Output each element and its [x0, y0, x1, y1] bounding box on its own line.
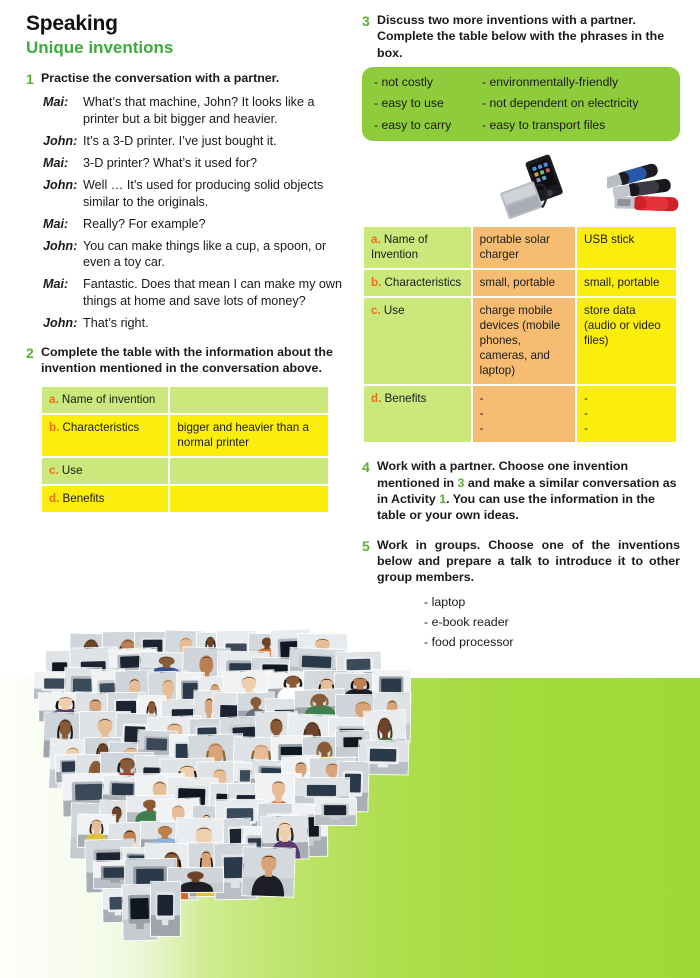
dialogue-text: Really? For example? — [83, 216, 206, 231]
dialogue-speaker: Mai: — [43, 156, 69, 171]
dialogue-text: Fantastic. Does that mean I can make my own things at home and save lots of money? — [83, 277, 342, 309]
activity-4-number: 4 — [362, 459, 370, 476]
row-key: Name of Invention — [371, 232, 428, 261]
table-cell-orange[interactable]: small, portable — [473, 270, 575, 296]
phrase-row — [374, 76, 668, 88]
page-title: Speaking — [26, 12, 118, 35]
table-cell-value[interactable] — [170, 486, 328, 512]
blank-dash: - — [479, 422, 484, 436]
dialogue-line — [43, 177, 346, 211]
dialogue-text: You can make things like a cup, a spoon, or even a toy car. — [83, 238, 327, 270]
activity-2-instruction: Complete the table with the information about the invention mentioned in the conversation above. — [41, 344, 333, 376]
row-letter: d. — [49, 491, 60, 505]
dialogue-line — [43, 94, 346, 128]
table-row — [364, 270, 676, 296]
activity-2-number: 2 — [26, 344, 34, 361]
row-key: Benefits — [384, 392, 427, 406]
dialogue-text: That’s right. — [83, 316, 149, 331]
activity-4-text-part3: . You can use the information in the table or your own ideas. — [377, 491, 655, 523]
row-letter: b. — [371, 275, 382, 289]
usb-sticks-icon — [607, 155, 700, 221]
phrase-row — [374, 119, 668, 131]
activity-5-instruction: Work in groups. Choose one of the inventions below and prepare a talk to introduce it to other group members. — [377, 537, 680, 585]
phrase-item: - not costly — [374, 75, 433, 90]
activity-5-list — [424, 592, 680, 652]
row-key: Use — [383, 303, 405, 317]
dialogue-line — [43, 315, 346, 332]
table-row — [364, 227, 676, 268]
dialogue-text: What’s that machine, John? It looks like a printer but a bit bigger and heavier. — [83, 95, 315, 127]
activity-4-ref-1: 1 — [439, 491, 447, 506]
row-key: Use — [61, 463, 83, 477]
activity-3 — [362, 12, 680, 61]
blank-dash: - — [584, 422, 588, 436]
portable-solar-charger-icon — [480, 151, 600, 223]
list-item: - e-book reader — [424, 614, 509, 629]
table-cell-label — [42, 486, 168, 512]
dialogue-list — [43, 94, 346, 332]
blank-dash: - — [479, 392, 484, 406]
activity-4-text-part2: and make a similar conversation as in Activity — [377, 475, 677, 506]
table-cell-yellow[interactable]: small, portable — [577, 270, 676, 296]
blank-dash: - — [584, 407, 588, 421]
table-cell-label — [42, 458, 168, 484]
dialogue-speaker: Mai: — [43, 216, 69, 231]
phrase-box — [362, 67, 680, 141]
table-cell-value[interactable]: bigger and heavier than a normal printer — [170, 415, 328, 456]
table-cell-orange-blanks[interactable] — [473, 386, 575, 442]
left-column — [26, 12, 346, 514]
table-cell-label — [364, 270, 471, 296]
phrase-item: - not dependent on electricity — [482, 96, 639, 111]
row-letter: c. — [49, 463, 59, 477]
activity-2-table — [40, 385, 330, 514]
dialogue-text: It’s a 3-D printer. I’ve just bought it. — [83, 134, 277, 149]
blank-dash: - — [479, 407, 484, 421]
list-item: - food processor — [424, 635, 514, 650]
collage-person-photo — [242, 847, 295, 897]
table-cell-orange[interactable]: portable solar charger — [473, 227, 575, 268]
dialogue-speaker: John: — [43, 316, 78, 331]
table-row — [42, 486, 328, 512]
table-cell-label — [42, 387, 168, 413]
dialogue-text: Well … It’s used for producing solid objects similar to the originals. — [83, 177, 324, 209]
table-cell-label — [364, 386, 471, 442]
table-row — [42, 387, 328, 413]
row-letter: a. — [371, 232, 381, 246]
row-key: Characteristics — [62, 420, 140, 434]
table-cell-label — [42, 415, 168, 456]
page-subtitle: Unique inventions — [26, 38, 174, 57]
activity-4-text-part1: Work with a partner. Choose one invention mentioned in — [377, 459, 629, 490]
people-and-computers-photo-collage — [18, 628, 390, 918]
dialogue-line — [43, 155, 346, 172]
dialogue-speaker: John: — [43, 238, 78, 253]
table-cell-yellow[interactable]: USB stick — [577, 227, 676, 268]
dialogue-speaker: Mai: — [43, 95, 69, 110]
activity-2 — [26, 344, 346, 377]
table-cell-orange[interactable]: charge mobile devices (mobile phones, cameras, and laptop) — [473, 298, 575, 384]
table-cell-value[interactable] — [170, 458, 328, 484]
table-cell-yellow[interactable]: store data (audio or video files) — [577, 298, 676, 384]
table-row — [42, 415, 328, 456]
phrase-item: - easy to use — [374, 96, 444, 111]
blank-dash: - — [584, 392, 588, 406]
activity-3-instruction: Discuss two more inventions with a partner. Complete the table below with the phrases in the box. — [377, 13, 665, 60]
dialogue-line — [43, 133, 346, 150]
phrase-item: - easy to transport files — [482, 117, 606, 132]
activity-4 — [362, 458, 680, 524]
phrase-item: - environmentally-friendly — [482, 75, 619, 90]
dialogue-line — [43, 216, 346, 233]
table-cell-yellow-blanks[interactable] — [577, 386, 676, 442]
activity-3-table — [362, 225, 678, 445]
activity-5-number: 5 — [362, 537, 370, 554]
right-column — [362, 12, 680, 652]
activity-1-instruction: Practise the conversation with a partner. — [41, 71, 280, 85]
activity-4-ref-3: 3 — [457, 475, 465, 490]
collage-computer-photo — [315, 799, 356, 825]
row-key: Characteristics — [384, 275, 462, 289]
activity-3-number: 3 — [362, 13, 370, 29]
row-key: Benefits — [62, 491, 105, 505]
activity-1 — [26, 70, 346, 88]
dialogue-line — [43, 238, 346, 272]
table-cell-label — [364, 298, 471, 384]
list-item: - laptop — [424, 594, 466, 609]
product-photos — [362, 147, 680, 225]
collage-computer-photo — [151, 882, 180, 936]
row-letter: b. — [49, 420, 60, 434]
activity-5 — [362, 537, 680, 586]
activity-1-number: 1 — [26, 71, 34, 87]
table-row — [364, 386, 676, 442]
dialogue-line — [43, 276, 346, 310]
activity-4-instruction — [377, 458, 680, 524]
table-cell-label — [364, 227, 471, 268]
dialogue-speaker: John: — [43, 177, 78, 192]
table-row — [42, 458, 328, 484]
row-key: Name of invention — [61, 392, 156, 406]
dialogue-speaker: Mai: — [43, 277, 69, 292]
row-letter: c. — [371, 303, 381, 317]
phrase-row — [374, 97, 668, 109]
table-cell-value[interactable] — [170, 387, 328, 413]
phrase-item: - easy to carry — [374, 117, 452, 132]
row-letter: a. — [49, 392, 59, 406]
dialogue-speaker: John: — [43, 134, 78, 149]
row-letter: d. — [371, 392, 382, 406]
table-row — [364, 298, 676, 384]
dialogue-text: 3-D printer? What’s it used for? — [83, 156, 258, 171]
